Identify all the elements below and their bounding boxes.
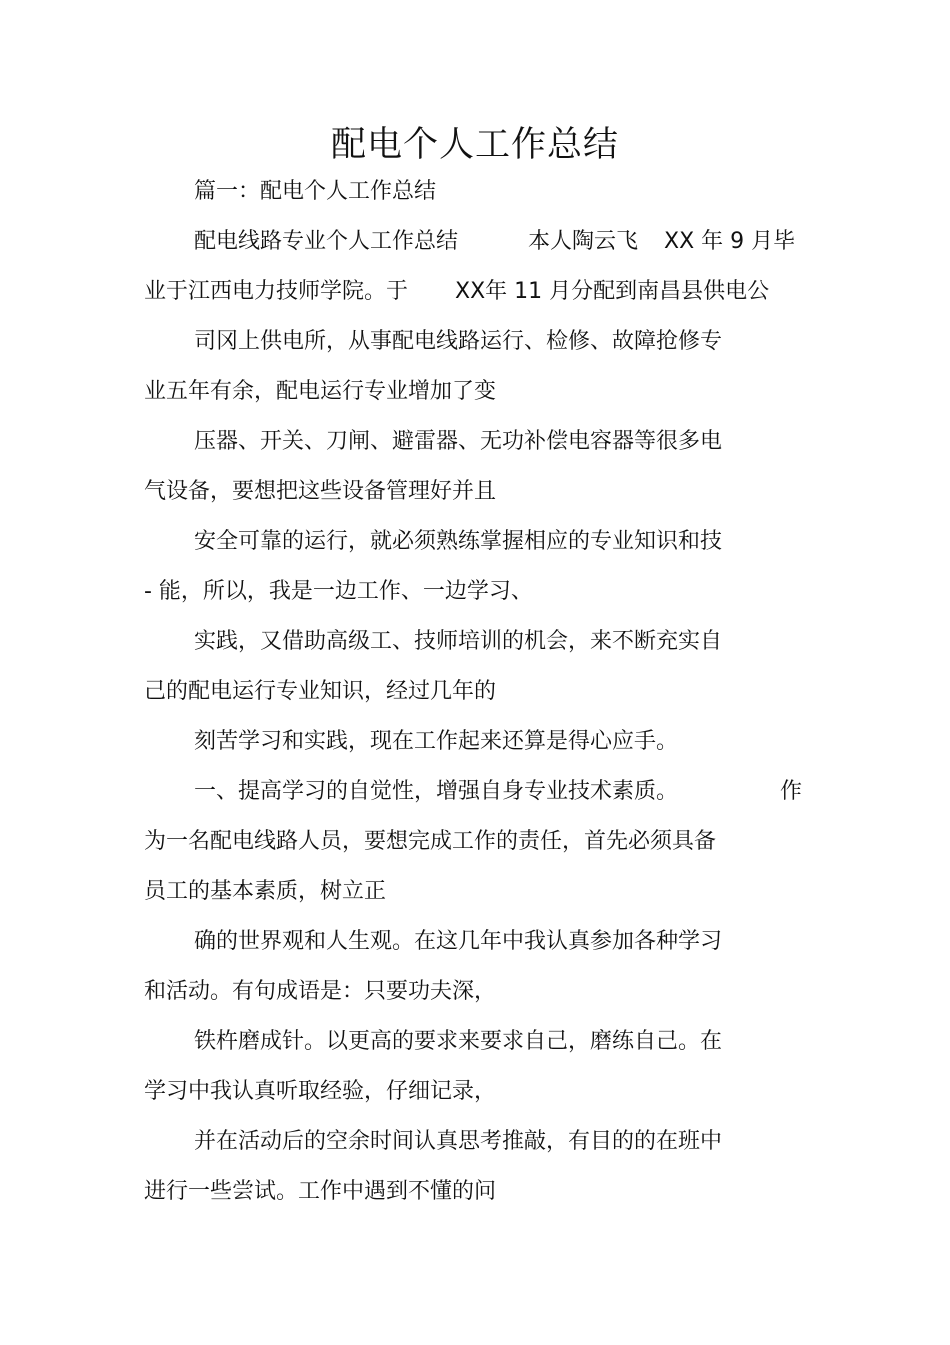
paragraph-segment: XX年 11 月分配到南昌县供电公 xyxy=(455,279,770,304)
paragraph-segment: XX 年 9 月毕 xyxy=(664,229,796,254)
paragraph-line: 篇一：配电个人工作总结 xyxy=(194,179,437,204)
paragraph-line: 并在活动后的空余时间认真思考推敲，有目的的在班中 xyxy=(194,1129,723,1154)
paragraph-line: 铁杵磨成针。以更高的要求来要求自己，磨练自己。在 xyxy=(194,1029,723,1054)
paragraph-line: - 能，所以，我是一边工作、一边学习、 xyxy=(144,579,533,604)
paragraph-line: 学习中我认真听取经验，仔细记录， xyxy=(144,1079,497,1104)
paragraph-line: 确的世界观和人生观。在这几年中我认真参加各种学习 xyxy=(194,929,723,954)
paragraph-line: 和活动。有句成语是：只要功夫深， xyxy=(144,979,497,1004)
paragraph-line: 司冈上供电所，从事配电线路运行、检修、故障抢修专 xyxy=(194,329,723,354)
paragraph-line: 气设备，要想把这些设备管理好并且 xyxy=(144,479,497,504)
document-title: 配电个人工作总结 xyxy=(330,125,619,165)
paragraph-segment: 业于江西电力技师学院。于 xyxy=(144,279,409,304)
paragraph-line: 压器、开关、刀闸、避雷器、无功补偿电容器等很多电 xyxy=(194,429,723,454)
paragraph-segment: 作 xyxy=(780,779,803,804)
paragraph-segment: 配电线路专业个人工作总结 xyxy=(194,229,459,254)
paragraph-segment: 本人陶云飞 xyxy=(528,229,639,254)
paragraph-line: 安全可靠的运行，就必须熟练掌握相应的专业知识和技 xyxy=(194,529,723,554)
paragraph-line: 己的配电运行专业知识，经过几年的 xyxy=(144,679,497,704)
paragraph-line-group xyxy=(0,277,950,307)
paragraph-line-group xyxy=(0,777,950,807)
paragraph-line: 为一名配电线路人员，要想完成工作的责任，首先必须具备 xyxy=(144,829,717,854)
paragraph-line: 员工的基本素质，树立正 xyxy=(144,879,387,904)
paragraph-segment: 一、提高学习的自觉性，增强自身专业技术素质。 xyxy=(194,779,679,804)
paragraph-line: 实践，又借助高级工、技师培训的机会，来不断充实自 xyxy=(194,629,723,654)
paragraph-line: 进行一些尝试。工作中遇到不懂的问 xyxy=(144,1179,497,1204)
paragraph-line-group xyxy=(0,227,950,257)
paragraph-line: 业五年有余，配电运行专业增加了变 xyxy=(144,379,497,404)
paragraph-line: 刻苦学习和实践，现在工作起来还算是得心应手。 xyxy=(194,729,679,754)
